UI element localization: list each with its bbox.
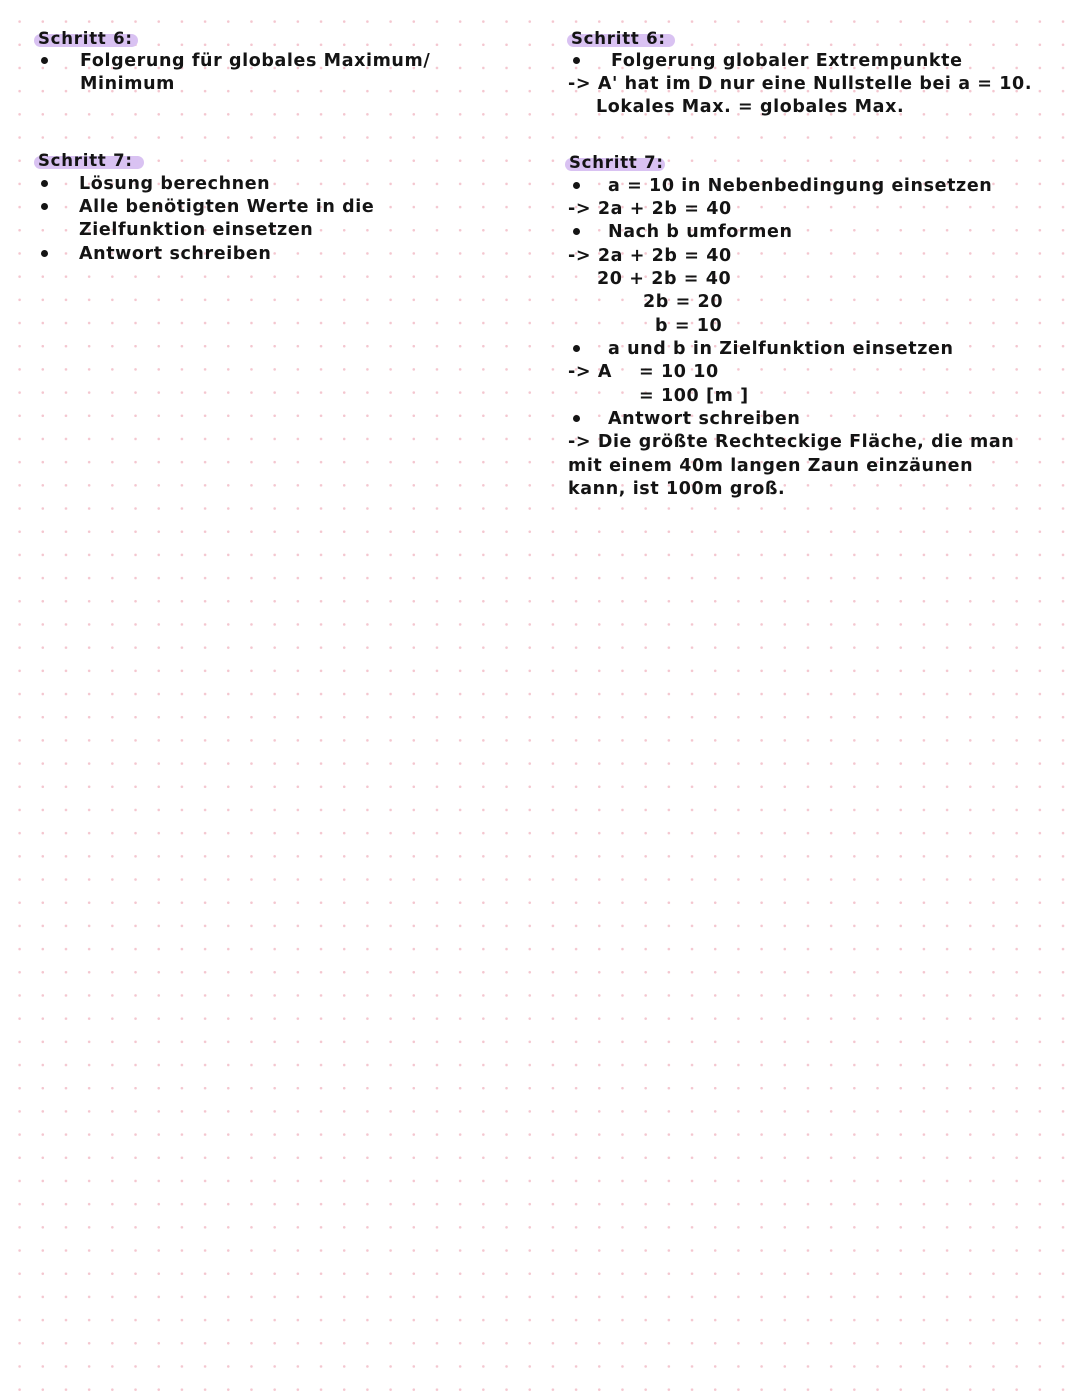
bullet-icon (41, 57, 48, 64)
right-step7-line-6: 2b = 20 (643, 292, 724, 312)
left-step7-heading (38, 149, 133, 172)
right-step7-line-11: = 100 [m ] (639, 386, 749, 406)
left-step7-item-1: Lösung berechnen (79, 174, 271, 194)
bullet-icon (573, 345, 580, 352)
left-step6-heading (38, 27, 133, 50)
bullet-icon (41, 250, 48, 257)
bullet-icon (573, 57, 580, 64)
right-step7-line-7: b = 10 (655, 316, 723, 336)
bullet-icon (41, 203, 48, 210)
right-step7-line-8: a und b in Zielfunktion einsetzen (608, 339, 954, 359)
right-step7-line-3: Nach b umformen (608, 222, 793, 242)
left-step7-heading-text: Schritt 7: (38, 151, 133, 170)
right-step7-line-15: kann, ist 100m groß. (568, 479, 786, 499)
bullet-icon (573, 182, 580, 189)
right-step7-heading-text: Schritt 7: (569, 153, 664, 172)
right-step6-heading (571, 27, 666, 50)
right-step7-line-4: -> 2a + 2b = 40 (568, 246, 732, 266)
right-step6-heading-text: Schritt 6: (571, 29, 666, 48)
right-step7-heading (569, 151, 664, 174)
right-step7-line-2: -> 2a + 2b = 40 (568, 199, 732, 219)
right-step7-line-1: a = 10 in Nebenbedingung einsetzen (608, 176, 993, 196)
right-step6-line-1: Folgerung globaler Extrempunkte (611, 51, 963, 71)
right-step7-line-14: mit einem 40m langen Zaun einzäunen (568, 456, 974, 476)
left-step7-item-2: Alle benötigten Werte in die (79, 197, 375, 217)
right-step7-line-12: Antwort schreiben (608, 409, 801, 429)
left-step6-heading-text: Schritt 6: (38, 29, 133, 48)
left-step7-item-3: Zielfunktion einsetzen (79, 220, 314, 240)
right-step7-line-9: -> A (568, 362, 612, 382)
right-step7-line-13: -> Die größte Rechteckige Fläche, die man (568, 432, 1015, 452)
bullet-icon (573, 415, 580, 422)
right-step6-line-2: -> A' hat im D nur eine Nullstelle bei a = 10. (568, 74, 1033, 94)
bullet-icon (573, 228, 580, 235)
right-step7-line-10: = 10 10 (639, 362, 719, 382)
right-step6-line-3: Lokales Max. = globales Max. (596, 97, 905, 117)
right-step7-line-5: 20 + 2b = 40 (597, 269, 732, 289)
left-step6-item-2: Minimum (80, 74, 175, 94)
left-step6-item-1: Folgerung für globales Maximum/ (80, 51, 431, 71)
bullet-icon (41, 180, 48, 187)
left-step7-item-4: Antwort schreiben (79, 244, 272, 264)
